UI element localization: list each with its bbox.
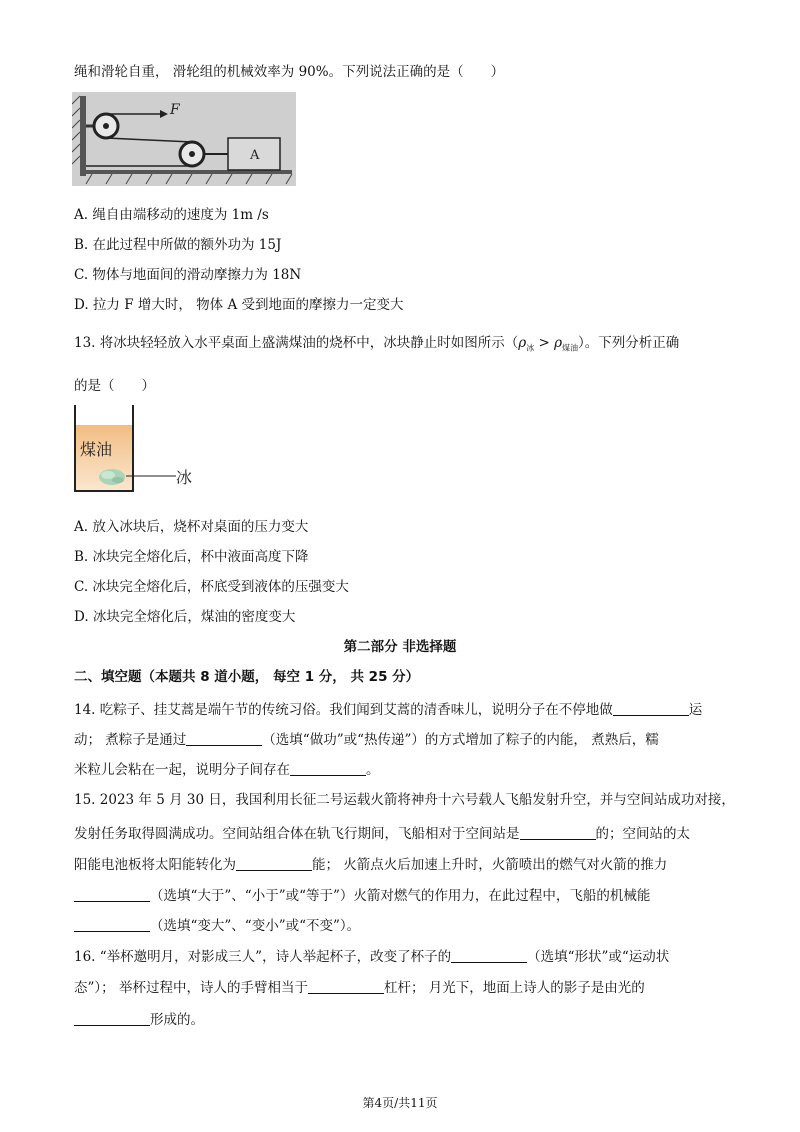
answer-blank[interactable] <box>236 856 312 871</box>
q13-stem-line2: 的是（ ） <box>74 378 155 394</box>
answer-blank[interactable] <box>520 825 596 840</box>
answer-blank[interactable] <box>451 948 527 963</box>
q13-option-a: A. 放入冰块后，烧杯对桌面的压力变大 <box>74 519 309 535</box>
answer-blank[interactable] <box>613 701 689 716</box>
answer-blank[interactable] <box>290 761 366 776</box>
q15-line1: 15. 2023 年 5 月 30 日，我国利用长征二号运载火箭将神舟十六号载人飞船发射升空，并与空间站成功对接， <box>74 792 735 808</box>
q12-option-c: C. 物体与地面间的滑动摩擦力为 18N <box>74 267 302 283</box>
q12-option-d: D. 拉力 F 增大时， 物体 A 受到地面的摩擦力一定变大 <box>74 297 404 313</box>
q12-option-b: B. 在此过程中所做的额外功为 15J <box>74 237 282 253</box>
q15-line2: 发射任务取得圆满成功。空间站组合体在轨飞行期间，飞船相对于空间站是 的；空间站的太 <box>74 826 690 842</box>
force-label: F <box>170 102 180 118</box>
answer-blank[interactable] <box>308 979 384 994</box>
answer-blank[interactable] <box>186 731 262 746</box>
q15-line4: （选填“大于”、“小于”或“等于”）火箭对燃气的作用力，在此过程中，飞船的机械能 <box>74 886 650 906</box>
q14-line1: 14. 吃粽子、挂艾蒿是端午节的传统习俗。我们闻到艾蒿的清香味儿，说明分子在不停地做 运 <box>74 702 703 718</box>
q12-option-a: A. 绳自由端移动的速度为 1m /s <box>74 207 269 223</box>
q13-option-b: B. 冰块完全熔化后，杯中液面高度下降 <box>74 549 309 565</box>
ice-label: 冰 <box>176 468 193 487</box>
pulley-figure <box>72 92 296 186</box>
q15-line5: （选填“变大”、“变小”或“不变”）。 <box>74 916 360 936</box>
q16-line2: 态”）； 举杯过程中，诗人的手臂相当于 杠杆； 月光下，地面上诗人的影子是由光的 <box>74 980 645 996</box>
answer-blank[interactable] <box>74 1011 150 1026</box>
q13-stem: 13. 将冰块轻轻放入水平桌面上盛满煤油的烧杯中，冰块静止时如图所示$(\rho_冰 > \rho_{煤油})$。下列分析正确 <box>74 335 680 353</box>
q16-line3: 形成的。 <box>74 1010 204 1030</box>
ice-block <box>99 469 125 485</box>
q13-option-c: C. 冰块完全熔化后，杯底受到液体的压强变大 <box>74 579 349 595</box>
q13-option-d: D. 冰块完全熔化后，煤油的密度变大 <box>74 609 296 625</box>
section2-title: 二、填空题（本题共 8 道小题， 每空 1 分， 共 25 分） <box>74 669 420 685</box>
density-formula: $\rho_冰 > \rho_{煤油}$ <box>518 335 579 353</box>
q16-line1: 16. “举杯邀明月，对影成三人”，诗人举起杯子，改变了杯子的 （选填“形状”或“运动状 <box>74 949 670 965</box>
answer-blank[interactable] <box>74 887 150 902</box>
beaker-figure <box>72 405 202 495</box>
q14-line2: 动； 煮粽子是通过 （选填“做功”或“热传递”）的方式增加了粽子的内能， 煮熟后，糯 <box>74 732 659 748</box>
block-label: A <box>250 148 260 163</box>
q12-stem-tail: 绳和滑轮自重， 滑轮组的机械效率为 90%。下列说法正确的是（ ） <box>74 64 505 80</box>
page-footer: 第4页/共11页 <box>362 1096 438 1110</box>
liquid-label: 煤油 <box>80 440 113 459</box>
q14-line3: 米粒儿会粘在一起，说明分子间存在 。 <box>74 762 380 778</box>
q15-line3: 阳能电池板将太阳能转化为 能； 火箭点火后加速上升时，火箭喷出的燃气对火箭的推力 <box>74 857 668 873</box>
part2-title: 第二部分 非选择题 <box>343 639 457 655</box>
answer-blank[interactable] <box>74 917 150 932</box>
